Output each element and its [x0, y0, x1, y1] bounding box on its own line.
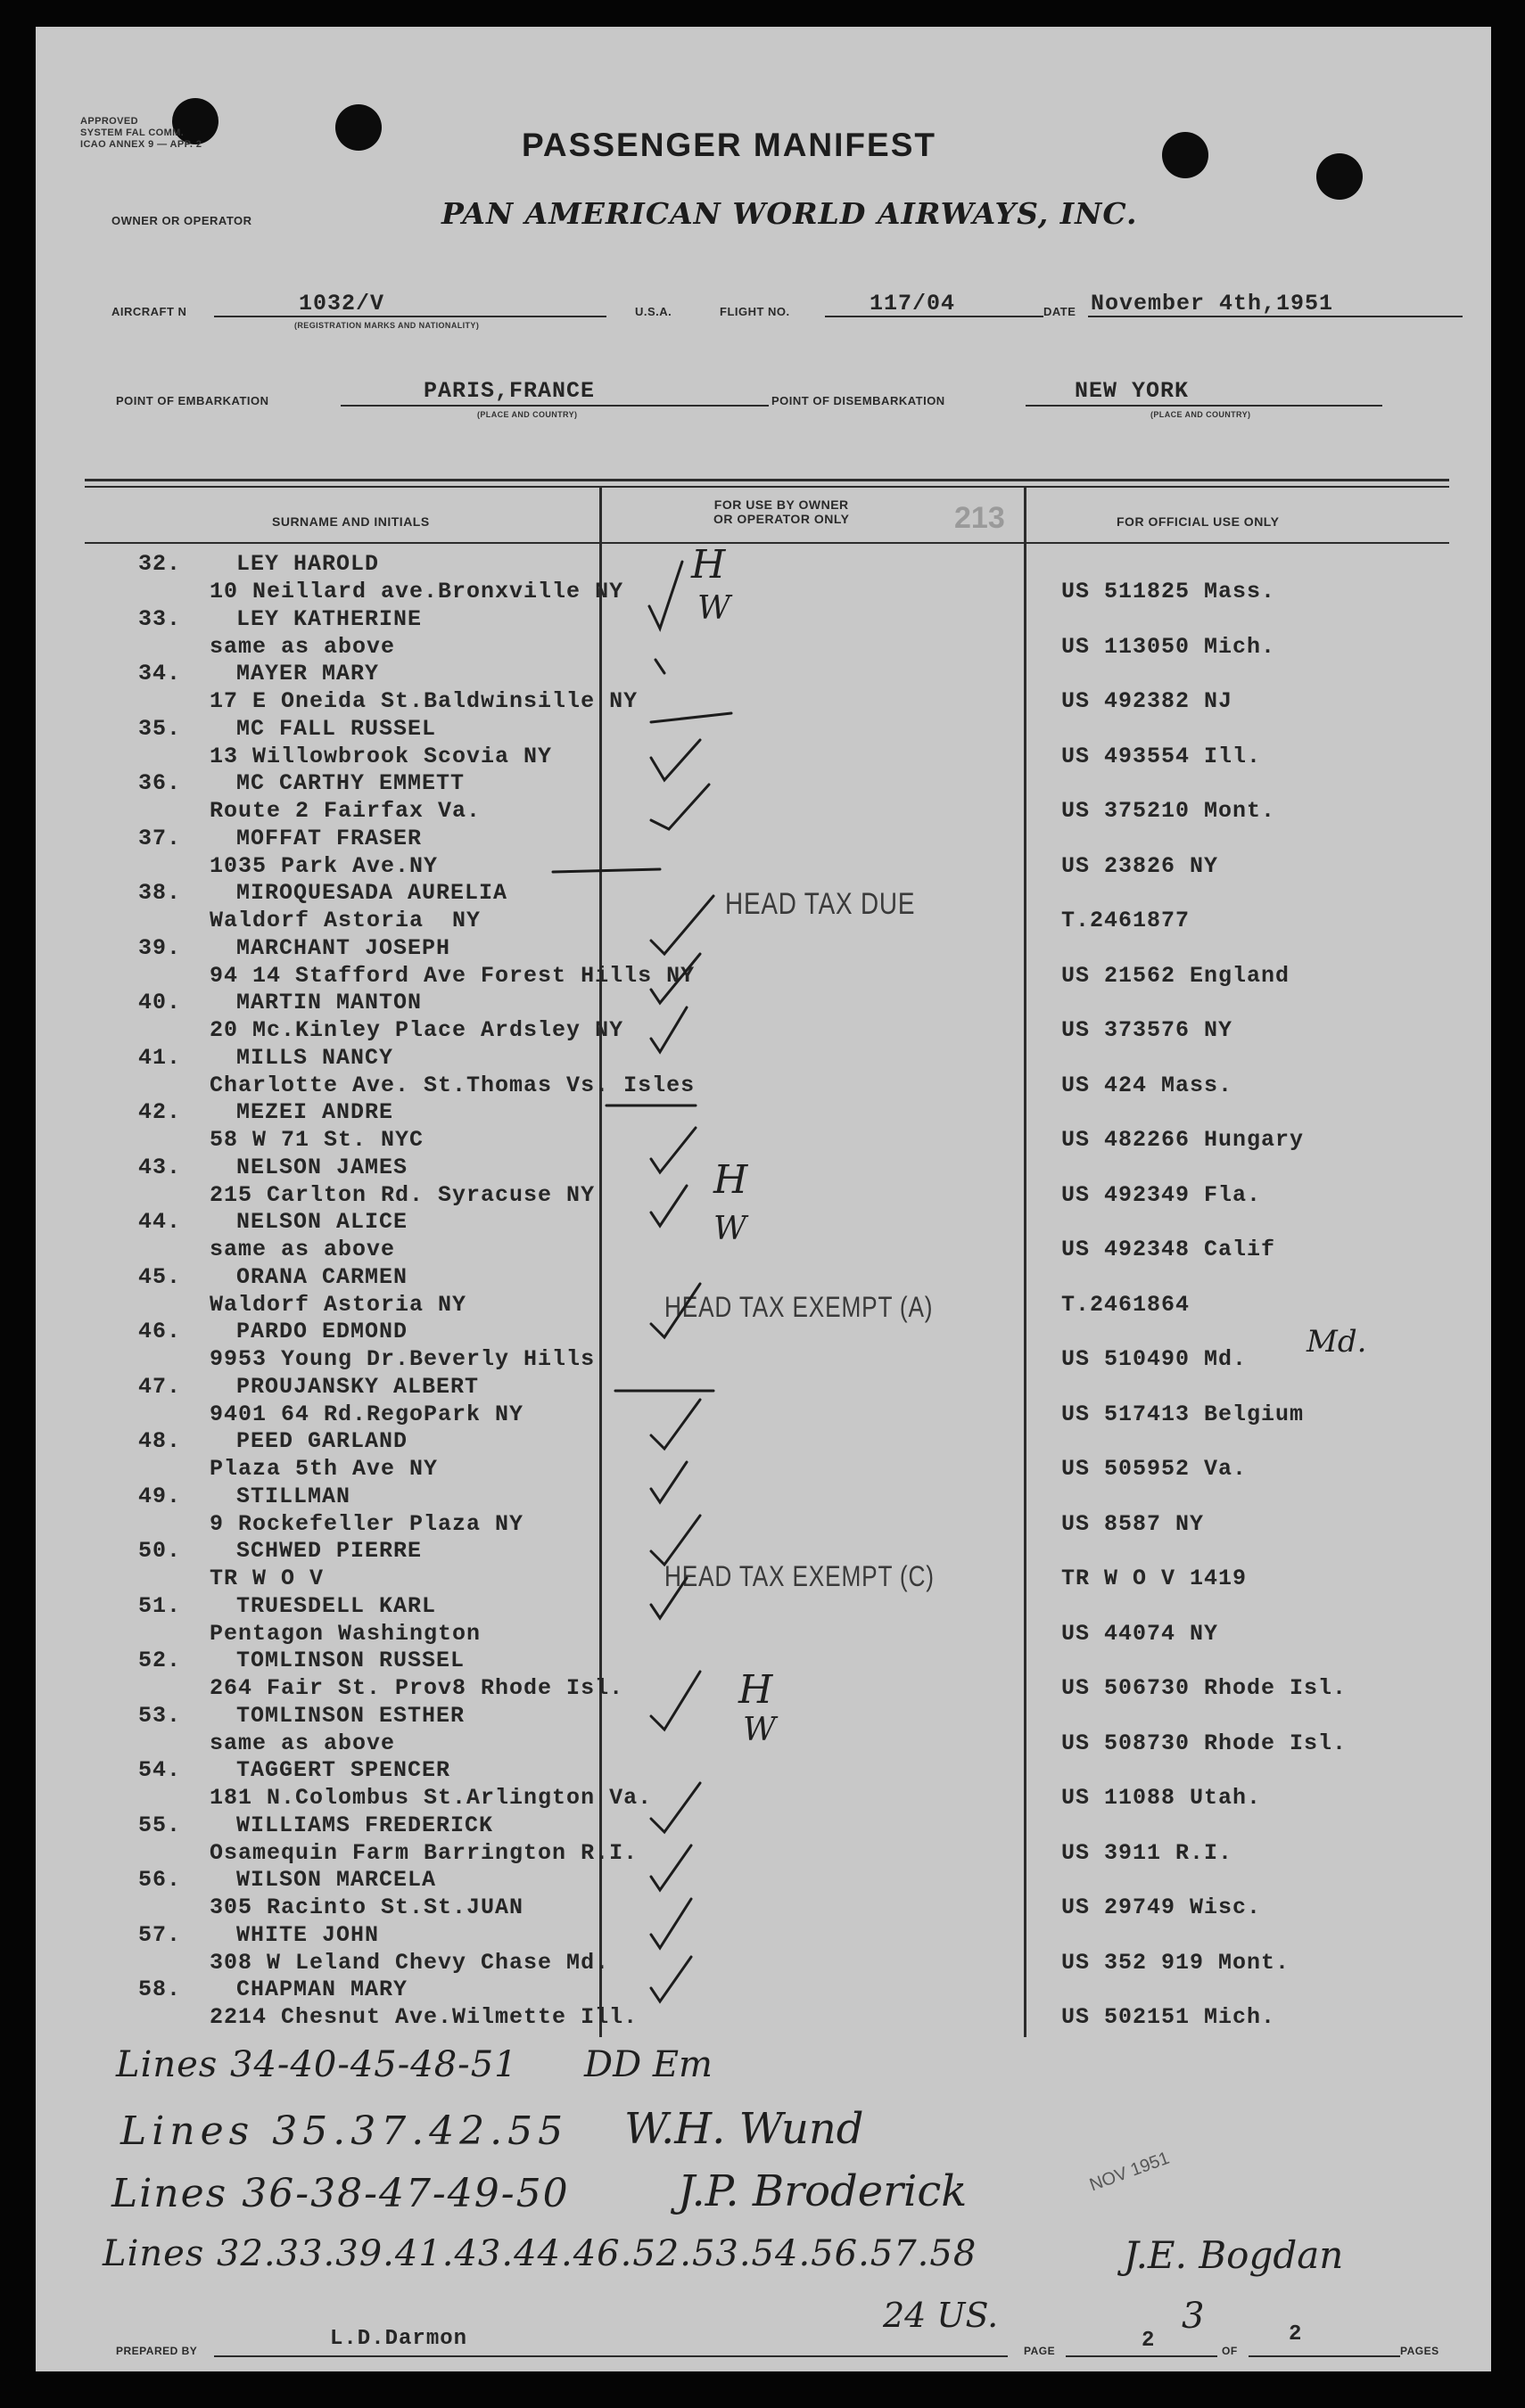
passenger-address: same as above — [210, 633, 396, 660]
passenger-name: NELSON JAMES — [236, 1154, 408, 1180]
official-use-entry: US 510490 Md. — [1061, 1346, 1248, 1372]
owner-label: OWNER OR OPERATOR — [111, 214, 252, 227]
official-use-entry: US 11088 Utah. — [1061, 1785, 1262, 1811]
check-mark — [649, 562, 682, 629]
check-mark — [651, 1128, 696, 1172]
passenger-name: LEY KATHERINE — [236, 605, 423, 632]
row-number: 56. — [138, 1867, 182, 1893]
passenger-name: PEED GARLAND — [236, 1428, 408, 1454]
embark-value: PARIS,FRANCE — [424, 378, 596, 404]
passenger-address: 2214 Chesnut Ave.Wilmette Ill. — [210, 2004, 639, 2030]
check-mark — [651, 1899, 691, 1948]
md-note: Md. — [1307, 1324, 1367, 1360]
row-number: 58. — [138, 1977, 182, 2002]
row-number: 36. — [138, 770, 182, 796]
passenger-address: same as above — [210, 1237, 396, 1262]
check-mark — [651, 785, 709, 829]
row-number: 46. — [138, 1319, 182, 1344]
place-caption: (PLACE AND COUNTRY) — [1150, 410, 1251, 419]
head-tax-exempt-stamp: HEAD TAX EXEMPT (C) — [664, 1560, 935, 1592]
passenger-name: MILLS NANCY — [236, 1044, 394, 1071]
check-mark — [651, 896, 713, 954]
passenger-address: Waldorf Astoria NY — [210, 908, 482, 933]
row-number: 52. — [138, 1648, 182, 1673]
approval-line: SYSTEM FAL COMM. — [80, 127, 185, 138]
passenger-address: 305 Racinto St.St.JUAN — [210, 1894, 524, 1920]
passenger-address: 20 Mc.Kinley Place Ardsley NY — [210, 1017, 624, 1043]
official-use-entry: US 502151 Mich. — [1061, 2004, 1276, 2030]
row-number: 34. — [138, 661, 182, 686]
row-number: 40. — [138, 990, 182, 1015]
official-use-entry: US 373576 NY — [1061, 1017, 1233, 1043]
row-number: 45. — [138, 1263, 182, 1290]
official-use-entry: US 352 919 Mont. — [1061, 1949, 1290, 1976]
h-mark: H — [691, 542, 726, 588]
check-mark — [651, 1672, 700, 1730]
lines-note-1: Lines 34-40-45-48-51 — [116, 2044, 518, 2085]
date-value: November 4th,1951 — [1091, 291, 1334, 316]
row-number: 55. — [138, 1812, 182, 1838]
head-tax-exempt-stamp: HEAD TAX EXEMPT (A) — [664, 1291, 934, 1323]
check-mark — [651, 1007, 687, 1052]
signature-2: W.H. Wund — [624, 2104, 864, 2154]
check-mark — [655, 660, 664, 673]
check-mark — [651, 954, 700, 1003]
official-use-entry: US 492349 Fla. — [1061, 1181, 1262, 1208]
check-mark — [651, 1957, 691, 2001]
approval-line: APPROVED — [80, 116, 138, 127]
row-number: 38. — [138, 880, 182, 906]
passenger-address: Charlotte Ave. St.Thomas Vs. Isles — [210, 1072, 696, 1098]
check-mark — [651, 740, 700, 780]
official-use-entry: US 506730 Rhode Isl. — [1061, 1675, 1348, 1701]
official-use-entry: US 8587 NY — [1061, 1510, 1205, 1537]
row-number: 41. — [138, 1044, 182, 1071]
pages-label: PAGES — [1400, 2345, 1439, 2357]
aircraft-value: 1032/V — [299, 291, 385, 316]
passenger-name: TOMLINSON RUSSEL — [236, 1648, 466, 1673]
passenger-name: LEY HAROLD — [236, 551, 380, 577]
row-number: 42. — [138, 1099, 182, 1125]
official-use-entry: US 113050 Mich. — [1061, 633, 1276, 660]
row-number: 50. — [138, 1538, 182, 1564]
page-label: PAGE — [1024, 2345, 1056, 2357]
passenger-address: 9953 Young Dr.Beverly Hills — [210, 1346, 596, 1372]
usa-label: U.S.A. — [635, 305, 672, 318]
date-label: DATE — [1043, 305, 1076, 318]
official-use-entry: US 511825 Mass. — [1061, 579, 1276, 604]
date-stamp: NOV 1951 — [1086, 2148, 1173, 2196]
place-caption: (PLACE AND COUNTRY) — [477, 410, 578, 419]
page-value: 2 — [1142, 2329, 1156, 2353]
document-title: PASSENGER MANIFEST — [522, 127, 936, 163]
official-use-entry: US 492382 NJ — [1061, 688, 1233, 714]
passenger-name: MAYER MARY — [236, 661, 380, 686]
w-mark: W — [713, 1211, 747, 1247]
official-use-entry: US 492348 Calif — [1061, 1237, 1276, 1262]
official-use-entry: US 505952 Va. — [1061, 1456, 1248, 1482]
passenger-address: Osamequin Farm Barrington R.I. — [210, 1839, 639, 1866]
check-mark — [651, 1516, 700, 1565]
passenger-address: TR W O V — [210, 1566, 325, 1591]
official-use-entry: T.2461877 — [1061, 908, 1191, 933]
row-number: 37. — [138, 825, 182, 851]
passenger-address: Route 2 Fairfax Va. — [210, 798, 482, 824]
lines-note-3: Lines 36-38-47-49-50 — [111, 2171, 570, 2216]
official-use-entry: US 23826 NY — [1061, 852, 1219, 879]
airline-name: PAN AMERICAN WORLD AIRWAYS, INC. — [441, 196, 1138, 231]
passenger-address: 10 Neillard ave.Bronxville NY — [210, 579, 624, 604]
disembark-label: POINT OF DISEMBARKATION — [771, 394, 945, 407]
passenger-address: 17 E Oneida St.Baldwinsille NY — [210, 688, 639, 714]
prepared-label: PREPARED BY — [116, 2345, 198, 2357]
passenger-name: WHITE JOHN — [236, 1921, 380, 1948]
row-number: 53. — [138, 1702, 182, 1729]
count-note: 24 US. — [883, 2296, 999, 2335]
check-mark — [651, 713, 731, 722]
passenger-name: CHAPMAN MARY — [236, 1977, 408, 2002]
w-mark: W — [697, 590, 731, 627]
passenger-name: TAGGERT SPENCER — [236, 1757, 451, 1783]
passenger-name: MARTIN MANTON — [236, 990, 423, 1015]
passenger-address: 215 Carlton Rd. Syracuse NY — [210, 1181, 596, 1208]
passenger-name: WILSON MARCELA — [236, 1867, 437, 1893]
official-use-entry: T.2461864 — [1061, 1291, 1191, 1318]
check-mark — [651, 1186, 687, 1226]
underline — [1066, 2355, 1217, 2357]
passenger-address: 58 W 71 St. NYC — [210, 1127, 425, 1153]
passenger-address: Pentagon Washington — [210, 1620, 482, 1647]
check-mark — [651, 1400, 700, 1449]
check-mark — [651, 1783, 700, 1832]
passenger-address: 1035 Park Ave.NY — [210, 852, 439, 879]
aircraft-label: AIRCRAFT N — [111, 305, 187, 318]
passenger-name: MOFFAT FRASER — [236, 825, 423, 851]
lines-note-2: Lines 35.37.42.55 — [120, 2108, 569, 2154]
of-label: OF — [1222, 2345, 1238, 2357]
underline — [1249, 2355, 1400, 2357]
row-number: 51. — [138, 1592, 182, 1619]
page-note: 3 — [1182, 2296, 1205, 2337]
row-number: 57. — [138, 1921, 182, 1948]
official-use-entry: US 424 Mass. — [1061, 1072, 1233, 1098]
passenger-name: MC CARTHY EMMETT — [236, 770, 466, 796]
head-tax-due-stamp: HEAD TAX DUE — [725, 887, 916, 921]
column-header-official: FOR OFFICIAL USE ONLY — [1117, 514, 1280, 529]
official-use-entry: US 517413 Belgium — [1061, 1401, 1305, 1427]
registration-caption: (REGISTRATION MARKS AND NATIONALITY) — [294, 321, 480, 330]
passenger-address: 308 W Leland Chevy Chase Md. — [210, 1949, 610, 1976]
passenger-name: MARCHANT JOSEPH — [236, 934, 451, 961]
passenger-name: MC FALL RUSSEL — [236, 715, 437, 742]
disembark-value: NEW YORK — [1075, 378, 1190, 404]
passenger-address: 9401 64 Rd.RegoPark NY — [210, 1401, 524, 1427]
passenger-address: 13 Willowbrook Scovia NY — [210, 743, 553, 769]
column-header-owner: FOR USE BY OWNER OR OPERATOR ONLY — [713, 497, 850, 526]
row-number: 32. — [138, 551, 182, 577]
w-mark: W — [743, 1712, 777, 1748]
page-stamp: 213 — [954, 501, 1005, 535]
passenger-name: WILLIAMS FREDERICK — [236, 1812, 494, 1838]
official-use-entry: US 375210 Mont. — [1061, 798, 1276, 824]
row-number: 54. — [138, 1757, 182, 1783]
signature-3: J.P. Broderick — [678, 2166, 968, 2216]
signature-4: J.E. Bogdan — [1124, 2233, 1344, 2277]
passenger-name: MEZEI ANDRE — [236, 1099, 394, 1125]
passenger-name: ORANA CARMEN — [236, 1263, 408, 1290]
column-header-surname: SURNAME AND INITIALS — [272, 514, 430, 529]
official-use-entry: US 508730 Rhode Isl. — [1061, 1730, 1348, 1756]
row-number: 39. — [138, 934, 182, 961]
row-number: 43. — [138, 1154, 182, 1180]
passenger-name: STILLMAN — [236, 1483, 351, 1509]
passenger-address: 9 Rockefeller Plaza NY — [210, 1510, 524, 1537]
embark-label: POINT OF EMBARKATION — [116, 394, 269, 407]
row-number: 35. — [138, 715, 182, 742]
row-number: 48. — [138, 1428, 182, 1454]
passenger-name: SCHWED PIERRE — [236, 1538, 423, 1564]
official-use-entry: US 3911 R.I. — [1061, 1839, 1233, 1866]
check-mark — [553, 869, 660, 872]
passenger-address: 264 Fair St. Prov8 Rhode Isl. — [210, 1675, 624, 1701]
official-use-entry: TR W O V 1419 — [1061, 1566, 1248, 1591]
manifest-page — [36, 27, 1491, 2371]
passenger-name: PARDO EDMOND — [236, 1319, 408, 1344]
check-mark — [651, 1845, 691, 1890]
row-number: 33. — [138, 605, 182, 632]
passenger-address: 94 14 Stafford Ave Forest Hills NY — [210, 962, 696, 989]
check-mark — [651, 1284, 700, 1337]
passenger-name: PROUJANSKY ALBERT — [236, 1373, 480, 1400]
approval-line: ICAO ANNEX 9 — APP. 2 — [80, 139, 202, 150]
initials-1: DD Em — [584, 2044, 713, 2085]
pages-value: 2 — [1289, 2322, 1303, 2346]
passenger-name: MIROQUESADA AURELIA — [236, 880, 508, 906]
passenger-name: TOMLINSON ESTHER — [236, 1702, 466, 1729]
row-number: 49. — [138, 1483, 182, 1509]
prepared-value: L.D.Darmon — [330, 2327, 468, 2351]
flight-label: FLIGHT NO. — [720, 305, 790, 318]
check-mark — [651, 1462, 687, 1502]
official-use-entry: US 44074 NY — [1061, 1620, 1219, 1647]
official-use-entry: US 29749 Wisc. — [1061, 1894, 1262, 1920]
official-use-entry: US 482266 Hungary — [1061, 1127, 1305, 1153]
passenger-name: TRUESDELL KARL — [236, 1592, 437, 1619]
passenger-address: Plaza 5th Ave NY — [210, 1456, 439, 1482]
official-use-entry: US 493554 Ill. — [1061, 743, 1262, 769]
row-number: 44. — [138, 1209, 182, 1235]
official-use-entry: US 21562 England — [1061, 962, 1290, 989]
h-mark: H — [713, 1157, 748, 1203]
passenger-address: 181 N.Colombus St.Arlington Va. — [210, 1785, 653, 1811]
h-mark: H — [738, 1667, 773, 1713]
check-marks — [36, 27, 1491, 2077]
flight-value: 117/04 — [870, 291, 956, 316]
check-mark — [651, 1578, 687, 1618]
underline — [214, 2355, 1008, 2357]
passenger-name: NELSON ALICE — [236, 1209, 408, 1235]
passenger-address: Waldorf Astoria NY — [210, 1291, 467, 1318]
row-number: 47. — [138, 1373, 182, 1400]
lines-note-4: Lines 32.33.39.41.43.44.46.52.53.54.56.57.58 — [103, 2233, 977, 2274]
passenger-address: same as above — [210, 1730, 396, 1756]
